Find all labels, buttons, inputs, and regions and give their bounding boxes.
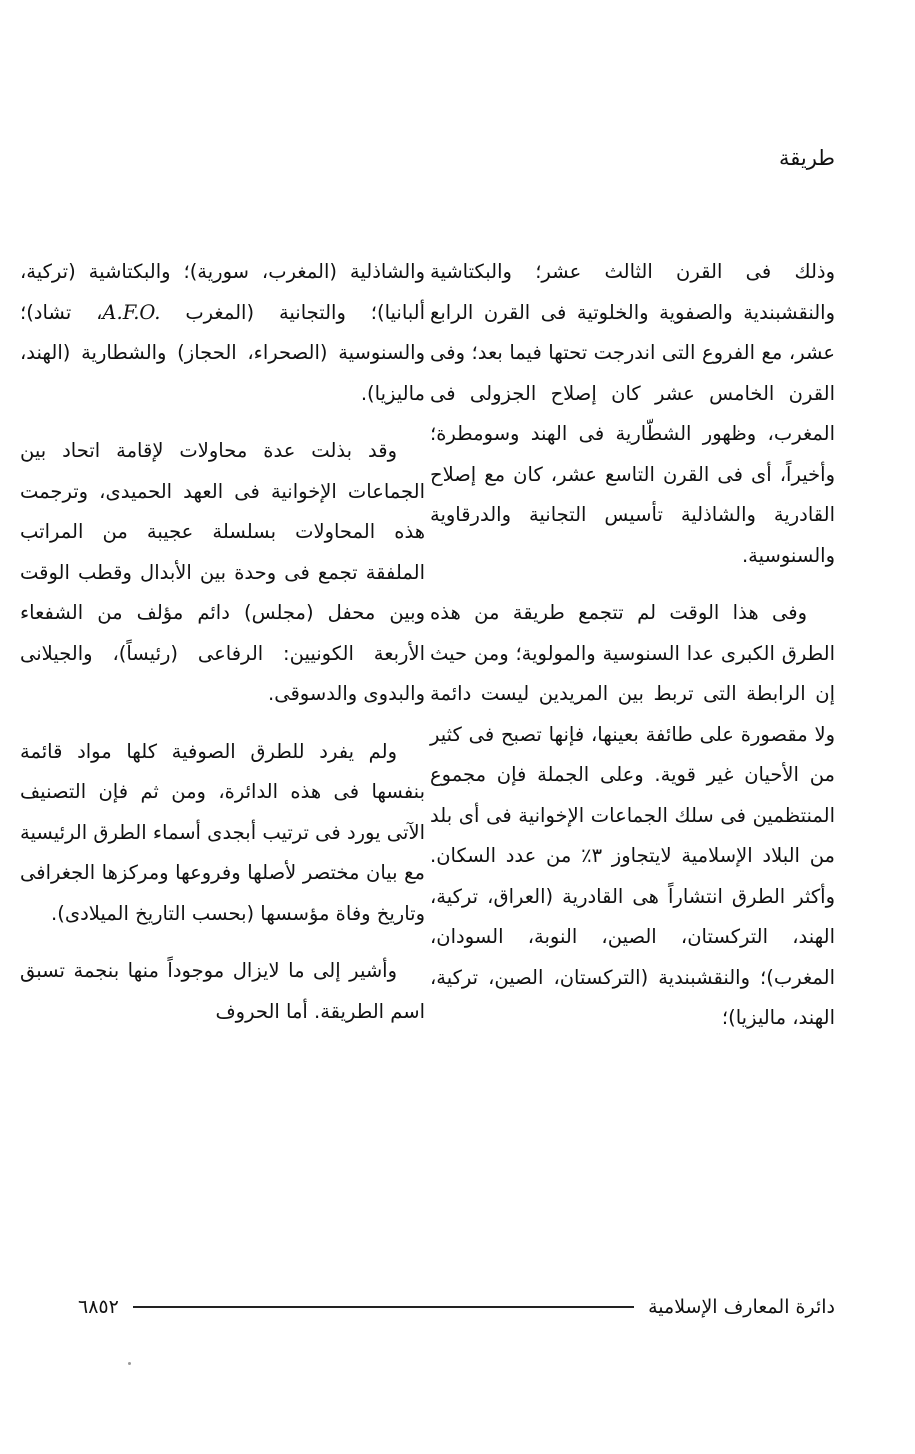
encyclopedia-title: دائرة المعارف الإسلامية bbox=[648, 1296, 835, 1318]
paragraph: وقد بذلت عدة محاولات لإقامة اتحاد بين الجماعات الإخوانية فى العهد الحميدى، وترجمت هذه المحاولات بسلسلة عجيبة من المراتب الملفقة تجمع فى وحدة بين الأبدال وقطب الوقت وبين محفل (مجلس) دائم مؤلف من الشفعاء الأربعة الكونيين: الرفاعى (رئيساً)، والجيلانى والبدوى والدسوقى. bbox=[20, 439, 425, 705]
paragraph-text: ، تشاد)؛ والسنوسية (الصحراء، الحجاز) والشطارية (الهند، ماليزيا). bbox=[20, 300, 425, 405]
paragraph: وفى هذا الوقت لم تتجمع طريقة من هذه الطرق الكبرى عدا السنوسية والمولوية؛ ومن حيث إن الرابطة التى تربط بين المريدين ليست دائمة ولا مقصورة على طائفة بعينها، فإنها تصبح فى كثير من الأحيان غير قوية. وعلى الجملة فإن مجموع المنتظمين فى سلك الجماعات الإخوانية فى أى بلد من البلاد الإسلامية لايتجاوز ٣٪ من عدد السكان. وأكثر الطرق انتشاراً هى القادرية (العراق، تركية، الهند، التركستان، الصين، النوبة، السودان، المغرب)؛ والنقشبندية (التركستان، الصين، تركية، الهند، ماليزيا)؛ bbox=[430, 601, 835, 1029]
paragraph: وذلك فى القرن الثالث عشر؛ والبكتاشية والنقشبندية والصفوية والخلوتية فى القرن الرابع عشر، مع الفروع التى اندرجت تحتها فيما بعد؛ وفى القرن الخامس عشر كان إصلاح الجزولى فى المغرب، وظهور الشطّارية فى الهند وسومطرة؛ وأخيراً، أى فى القرن التاسع عشر، كان مع إصلاح القادرية والشاذلية تأسيس التجانية والدرقاوية والسنوسية. bbox=[430, 260, 835, 567]
scan-speck bbox=[128, 1362, 131, 1365]
footer-rule bbox=[133, 1306, 634, 1308]
paragraph: ولم يفرد للطرق الصوفية كلها مواد قائمة بنفسها فى هذه الدائرة، ومن ثم فإن التصنيف الآتى يورد فى ترتيب أبجدى أسماء الطرق الرئيسية مع بيان مختصر لأصلها وفروعها ومركزها الجغرافى وتاريخ وفاة مؤسسها (بحسب التاريخ الميلادى). bbox=[20, 739, 425, 925]
running-header-title: طريقة bbox=[778, 146, 835, 170]
paragraph-text: والشاذلية (المغرب، سورية)؛ والبكتاشية (تركية، ألبانيا)؛ والتجانية (المغرب bbox=[20, 260, 426, 324]
page-number: ٦٨٥٢ bbox=[78, 1296, 119, 1318]
page-footer bbox=[78, 1292, 835, 1322]
latin-abbreviation: A.F.O. bbox=[102, 300, 161, 324]
right-column bbox=[430, 252, 835, 1056]
paragraph bbox=[20, 252, 425, 414]
paragraph: وأشير إلى ما لايزال موجوداً منها بنجمة تسبق اسم الطريقة. أما الحروف bbox=[20, 959, 425, 1023]
left-column bbox=[20, 252, 425, 1049]
